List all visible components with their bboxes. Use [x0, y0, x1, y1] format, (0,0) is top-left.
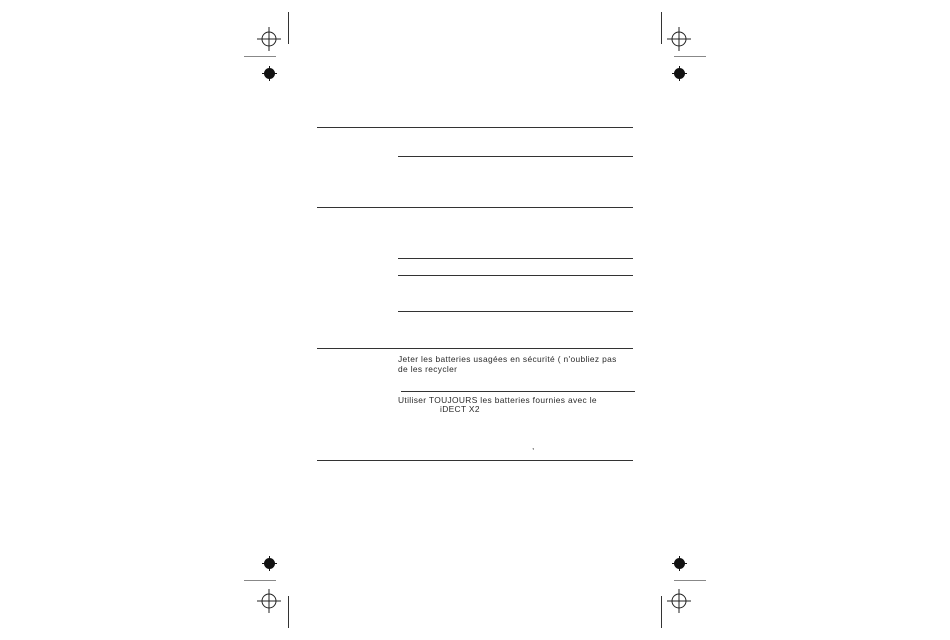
crop-mark — [244, 56, 276, 57]
registration-dot-icon — [264, 558, 275, 569]
crop-mark — [674, 56, 706, 57]
battery-supplied-text-line-2: iDECT X2 — [440, 404, 480, 414]
battery-supplied-text-line-1: Utiliser TOUJOURS les batteries fournies avec le — [398, 395, 597, 405]
crop-mark — [661, 12, 662, 44]
crop-mark — [288, 12, 289, 44]
registration-dot-icon — [674, 68, 685, 79]
crop-mark — [661, 596, 662, 628]
table-rule — [398, 311, 633, 312]
registration-target-icon — [257, 27, 281, 51]
table-rule — [398, 156, 633, 157]
registration-dot-icon — [674, 558, 685, 569]
table-rule — [317, 207, 633, 208]
battery-disposal-text-line-2: de les recycler — [398, 364, 458, 374]
table-rule — [317, 460, 633, 461]
registration-target-icon — [667, 27, 691, 51]
table-rule — [401, 391, 635, 392]
registration-dot-icon — [264, 68, 275, 79]
table-rule — [398, 275, 633, 276]
battery-disposal-text-line-1: Jeter les batteries usagées en sécurité ( n'oubliez pas — [398, 354, 617, 364]
crop-mark — [288, 596, 289, 628]
stray-mark: , — [532, 441, 535, 451]
table-rule — [317, 127, 633, 128]
table-rule — [317, 348, 633, 349]
crop-mark — [244, 580, 276, 581]
table-rule — [398, 258, 633, 259]
registration-target-icon — [257, 589, 281, 613]
crop-mark — [674, 580, 706, 581]
registration-target-icon — [667, 589, 691, 613]
